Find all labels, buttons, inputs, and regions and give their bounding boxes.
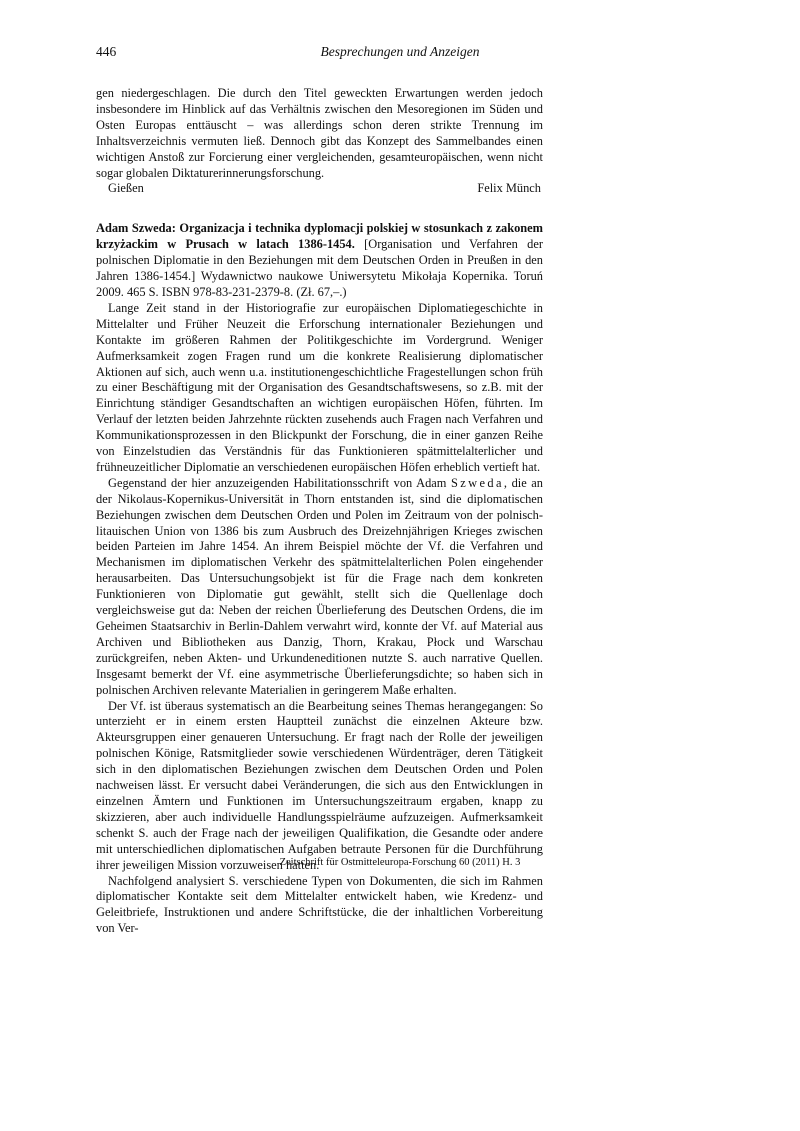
paragraph-2-body: , die an der Nikolaus-Kopernikus-Universität in Thorn entstanden ist, sind die diplomatischen Beziehungen zwischen dem Deutschen Orden und Polen im Zeitraum von der polnisch-litauischen Union von 1386 bis zum Ausbruch des Dreizehnjährigen Krieges zwischen beiden Parteien im Jahre 1454. An ihrem Beispiel möchte der Vf. die Verfahren und Mechanismen im diplomatischen Verkehr des spätmittelalterlichen Polen eingehender herausarbeiten. Das Untersuchungsobjekt ist für die Frage nach dem konkreten Funktionieren von Diplomatie gut gewählt, stellt sich die Quellenlage doch vergleichsweise gut da: Neben der reichen Überlieferung des Deutschen Ordens, die im Geheimen Staatsarchiv in Berlin-Dahlem verwahrt wird, konnte der Vf. auf Material aus Archiven und Bibliotheken aus Danzig, Thorn, Krakau, Płock und Warschau zurückgreifen, neben Akten- und Urkundeneditionen nutzte S. auch narrative Quellen. Insgesamt bemerkt der Vf. eine asymmetrische Überlieferungsdichte; so haben sich in polnischen Archiven relevante Materialien in geringerem Maße erhalten.: [96, 475, 543, 697]
review-paragraph-2: [96, 476, 543, 699]
reviewed-book-title: Adam Szweda: Organizacja i technika dyplomacji polskiej w stosunkach z zakonem krzyżackim w Prusach w latach 1386-1454.: [96, 221, 543, 252]
review-paragraph-4: Nachfolgend analysiert S. verschiedene Typen von Dokumenten, die sich im Rahmen diplomatischer Kontakte seit dem Mittelalter entwickelt haben, wie Kredenz- und Geleitbriefe, Instruktionen und andere Schriftstücke, die der inhaltlichen Vorbereitung von Ver-: [96, 873, 543, 936]
paragraph-2-lead: Gegenstand der hier anzuzeigenden Habilitationsschrift von Adam: [108, 475, 451, 490]
previous-review-signature: [96, 181, 543, 197]
author-name-spaced: Szweda: [450, 475, 504, 490]
journal-footer: Zeitschrift für Ostmitteleuropa-Forschung 60 (2011) H. 3: [279, 857, 521, 868]
text-column: [96, 86, 543, 937]
running-title: Besprechungen und Anzeigen: [320, 44, 480, 59]
reviewed-book-details: [Organisation und Verfahren der polnischen Diplomatie in den Beziehungen mit dem Deutschen Orden in Preußen in den Jahren 1386-1454.] Wydawnictwo naukowe Uniwersytetu Mikołaja Kopernika. Toruń 2009. 465 S. ISBN 978-83-231-2379-8. (Zł. 67,–.): [96, 237, 544, 299]
reviewer-place: Gießen: [108, 181, 144, 196]
review-bibliographic-entry: [96, 221, 543, 301]
review-paragraph-3: Der Vf. ist überaus systematisch an die Bearbeitung seines Themas herangegangen: So unterzieht er in einem ersten Hauptteil zunächst die einzelnen Akteure bzw. Akteursgruppen einer genaueren Untersuchung. Er fragt nach der Rolle der jeweiligen polnischen Könige, Ratsmitglieder sowie verschiedenen Würdenträger, deren Tätigkeit sich in den diplomatischen Beziehungen zwischen dem Deutschen Orden und Polen nachweisen lässt. Er versucht dabei Veränderungen, die sich aus den Entwicklungen in einzelnen Ämtern und Funktionen im Untersuchungszeitraum ergaben, knapp zu skizzieren, aber auch individuelle Handlungsspielräume aufzuzeigen. Aufmerksamkeit schenkt S. auch der Frage nach der jeweiligen Qualifikation, die Gesandte oder andere mit unterschiedlichen diplomatischen Aufgaben betraute Personen für die Durchführung ihrer jeweiligen Mission vorzuweisen hatten.: [96, 698, 543, 872]
reviewer-name: Felix Münch: [477, 181, 541, 196]
page-number: 446: [96, 44, 117, 59]
review-paragraph-1: Lange Zeit stand in der Historiografie zur europäischen Diplomatiegeschichte in Mittelalter und Früher Neuzeit die Erforschung internationaler Beziehungen und Kontakte im größeren Rahmen der Politikgeschichte im Vordergrund. Weniger Aufmerksamkeit zogen Fragen rund um die konkrete Realisierung diplomatischer Aktionen auf sich, auch wenn u.a. institutionengeschichtliche Fragestellungen schon früh zu einer Beschäftigung mit der Organisation des Gesandtschaftswesens, so z.B. mit der Einrichtung ständiger Gesandtschaften an wichtigen europäischen Höfen, führten. Im Verlauf der letzten beiden Jahrzehnte rückten zusehends auch Fragen nach Verfahren und Kommunikationsprozessen in den Blickpunkt der Forschung, die in einer ganzen Reihe von Einzelstudien das Verständnis für das Funktionieren spätmittelalterlicher und frühneuzeitlicher Diplomatie an verschiedenen europäischen Höfen erheblich vertieft hat.: [96, 300, 543, 474]
previous-review-ending: gen niedergeschlagen. Die durch den Titel geweckten Erwartungen werden jedoch insbesondere im Hinblick auf das Verhältnis zwischen den Mesoregionen im Süden und Osten Europas enttäuscht – was allerdings schon deren strikte Trennung im Inhaltsverzeichnis vermuten ließ. Dennoch gibt das Konzept des Sammelbandes einen wichtigen Anstoß zur Forcierung einer vergleichenden, gesamteuropäischen, wenn nicht sogar globalen Diktaturerinnerungsforschung.: [96, 86, 543, 180]
